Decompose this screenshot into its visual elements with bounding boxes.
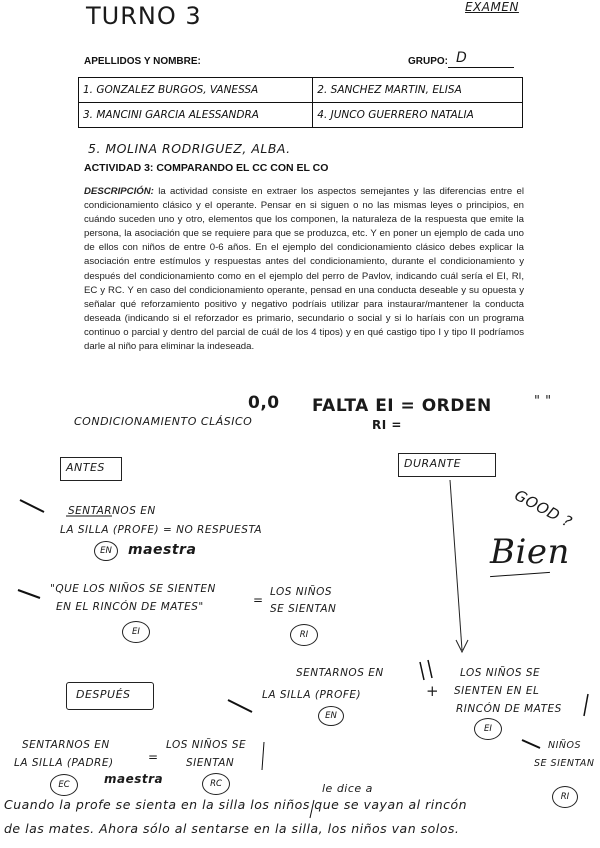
grupo-value: D (456, 50, 468, 66)
rc-circle-label: RC (210, 779, 222, 789)
en-circle-2-label: EN (325, 711, 337, 721)
maestra-note-2: maestra (104, 772, 164, 786)
grade-mark: 0,0 (248, 393, 280, 413)
rincon-a: LOS NIÑOS SE (460, 667, 541, 679)
antes-line-1b: LA SILLA (PROFE) = NO RESPUESTA (60, 524, 263, 536)
durante-line-b: LA SILLA (PROFE) (262, 689, 362, 701)
equals-sign: = (253, 593, 264, 607)
durante-label: DURANTE (404, 457, 462, 470)
ri-note: RI = (372, 418, 402, 432)
despues-line-b: LA SILLA (PADRE) (14, 757, 114, 769)
falta-note: FALTA EI = ORDEN (312, 396, 492, 416)
plus-sign: + (426, 682, 440, 700)
despues-sientan-a: LOS NIÑOS SE (166, 739, 247, 751)
member-2: 2. SANCHEZ MARTIN, ELISA (313, 78, 523, 103)
despues-sientan-b: SIENTAN (186, 757, 235, 769)
ec-circle-label: EC (58, 780, 70, 790)
arrow-line (450, 480, 462, 650)
rincon-b: SIENTEN EN EL (454, 685, 540, 697)
separator-bar-2 (310, 800, 314, 818)
stroke-dash-2 (18, 590, 40, 598)
quote-line-a: "QUE LOS NIÑOS SE SIENTEN (50, 583, 216, 595)
apellidos-label: APELLIDOS Y NOMBRE: (84, 56, 201, 67)
le-dice-note: le dice a (322, 782, 373, 795)
stroke-dash-3 (228, 700, 252, 712)
final-line-1: Cuando la profe se sienta en la silla los niños que se vayan al rincón (4, 797, 468, 812)
despues-label: DESPUÉS (76, 688, 131, 701)
final-line-2: de las mates. Ahora sólo al sentarse en la silla, los niños van solos. (4, 821, 460, 836)
description-text: la actividad consiste en extraer los aspectos semejantes y las diferencias entre el condicionamiento clásico y el operante. Pensar en si siguen o no las mismas leyes o principios, en cuándo suceden uno y otro, elementos que los componen, la naturaleza de la respuesta que emite la persona, la asociación que se requiere para que se produzca, etc. Y en poner un ejemplo de cada uno de ellos con niños de entre 0-6 años. En el ejemplo del condicionamiento clásico debes explicar la asociación entre estímulos y respuestas antes del condicionamiento, durante el condicionamiento y después del condicionamiento como en el ejemplo del perro de Pavlov, indicando cuál sería el EI, RI, EC y RC. Y en caso del condicionamiento operante, pensad en una conducta deseable y su opuesta y señalar qué reforzamiento positivo y negativo podríais utilizar para instaurar/mantener la conducta deseada (indicando si el reforzador es primario, secundario o social y si lo haríais con un programa continuo o parcial y dentro del parcial de cuál de los 4 tipos) y en qué castigo tipo I y tipo II podríamos darle al niño para eliminar la indeseada. (84, 186, 524, 353)
quote-line-b: EN EL RINCÓN DE MATES" (56, 601, 204, 613)
sientan-a: LOS NIÑOS (270, 586, 333, 598)
good-note: GOOD ? (511, 486, 576, 532)
antes-label: ANTES (66, 461, 105, 474)
despues-equals: = (148, 750, 159, 764)
antes-line-1a: SENTARNOS EN (68, 505, 156, 517)
rincon-c: RINCÓN DE MATES (456, 703, 562, 715)
en-circle-label: EN (100, 546, 112, 556)
member-4: 4. JUNCO GUERRERO NATALIA (313, 103, 523, 128)
activity-title: ACTIVIDAD 3: COMPARANDO EL CC CON EL CO (84, 162, 329, 174)
maestra-note: maestra (128, 542, 197, 558)
bien-note: Bien (490, 532, 570, 572)
quotes-mark: " " (534, 394, 552, 409)
grupo-label: GRUPO: (408, 56, 448, 67)
ei-circle-2-label: EI (484, 724, 492, 734)
cc-heading: CONDICIONAMIENTO CLÁSICO (74, 415, 253, 428)
separator-bar-1 (262, 742, 264, 770)
examen-label: EXAMEN (465, 0, 519, 14)
stroke-dash-1 (20, 500, 44, 512)
ei-circle-label: EI (132, 627, 140, 637)
durante-line-a: SENTARNOS EN (296, 667, 384, 679)
ri-circle-2-label: RI (560, 792, 570, 802)
member-5: 5. MOLINA RODRIGUEZ, ALBA. (88, 141, 291, 156)
exclamation-mark (584, 694, 588, 716)
despues-line-a: SENTARNOS EN (22, 739, 110, 751)
turno-heading: TURNO 3 (86, 2, 202, 30)
description-label: DESCRIPCIÓN: (84, 186, 154, 197)
ri-circle-label: RI (299, 630, 309, 640)
ninos-a: NIÑOS (548, 740, 582, 751)
member-3: 3. MANCINI GARCIA ALESSANDRA (79, 103, 313, 128)
ninos-b: SE SIENTAN (534, 758, 595, 769)
stroke-dash-4 (522, 740, 540, 748)
member-1: 1. GONZALEZ BURGOS, VANESSA (79, 78, 313, 103)
tick-marks (420, 660, 432, 680)
sientan-b: SE SIENTAN (270, 603, 337, 615)
